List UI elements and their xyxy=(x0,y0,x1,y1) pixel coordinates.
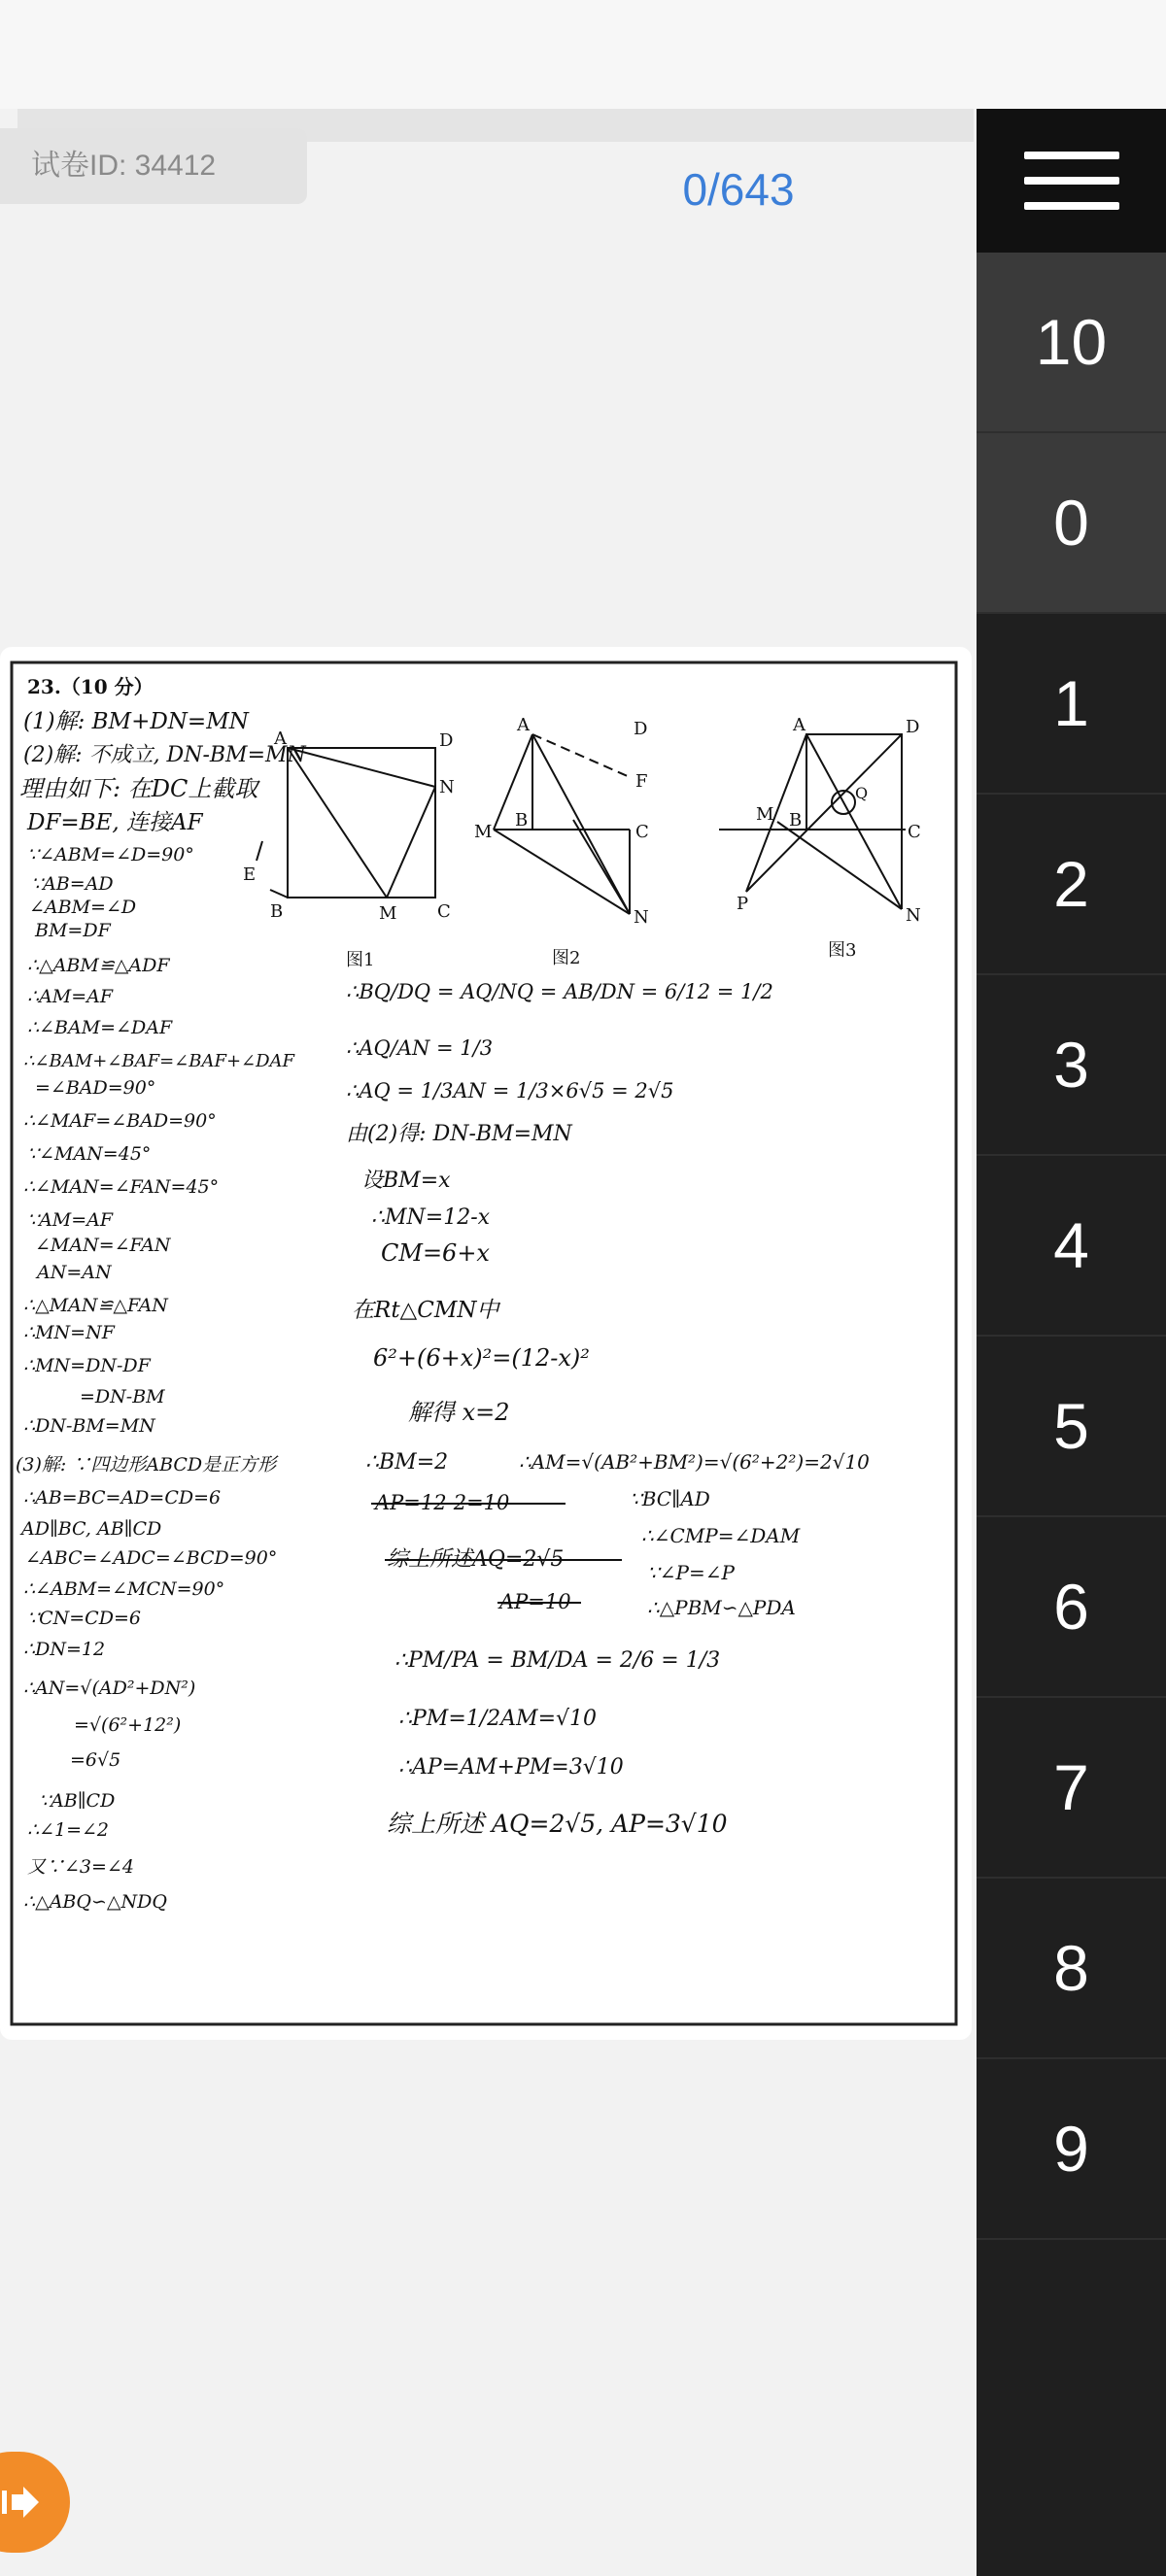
left-line: ∴∠BAM=∠DAF xyxy=(27,1017,173,1038)
fig3-point-d: D xyxy=(906,717,920,737)
struck-line: AP=10 xyxy=(499,1590,571,1613)
right-line: ∴PM/PA = BM/DA = 2/6 = 1/3 xyxy=(394,1648,721,1673)
struck-line: 综上所述AQ=2√5 xyxy=(387,1547,565,1572)
left-line: ∵AM=AF xyxy=(27,1209,114,1231)
left-line: ∵∠ABM=∠D=90° xyxy=(27,844,194,865)
question-number: 23.（10 分） xyxy=(27,675,154,698)
right-line: ∴△PBM∽△PDA xyxy=(647,1596,796,1619)
left-line: =DN-BM xyxy=(80,1386,165,1407)
figure-3-label: 图3 xyxy=(828,940,857,961)
left-line: 又∵∠3=∠4 xyxy=(27,1856,134,1878)
fig1-point-n: N xyxy=(439,777,455,797)
right-line: ∴AP=AM+PM=3√10 xyxy=(398,1755,624,1779)
fig3-point-c: C xyxy=(908,822,921,842)
fig3-point-b: B xyxy=(789,810,803,830)
fig2-point-f: F xyxy=(635,771,648,792)
left-line: ∠ABC=∠ADC=∠BCD=90° xyxy=(25,1547,278,1569)
left-line: ∠MAN=∠FAN xyxy=(35,1235,171,1256)
score-button-8[interactable]: 8 xyxy=(977,1879,1166,2059)
left-line: ∴AN=√(AD²+DN²) xyxy=(23,1678,196,1699)
right-line: ∴BM=2 xyxy=(365,1450,449,1474)
left-line: ∴∠MAN=∠FAN=45° xyxy=(23,1176,220,1198)
score-button-5[interactable]: 5 xyxy=(977,1337,1166,1517)
right-line: 6²+(6+x)²=(12-x)² xyxy=(373,1344,590,1372)
fig3-point-q: Q xyxy=(855,784,869,802)
score-button-0[interactable]: 0 xyxy=(977,433,1166,614)
score-button-1[interactable]: 1 xyxy=(977,614,1166,795)
figure-1 xyxy=(257,748,435,898)
left-line: 理由如下: 在DC上截取 xyxy=(19,775,258,802)
right-line: 在Rt△CMN中 xyxy=(352,1298,499,1323)
left-line: ∵AB∥CD xyxy=(39,1790,116,1812)
figure-3 xyxy=(719,734,906,909)
left-line: =6√5 xyxy=(70,1749,121,1771)
figure-2 xyxy=(494,734,630,914)
menu-button[interactable] xyxy=(977,109,1166,253)
fig3-point-a: A xyxy=(793,715,806,735)
score-button-6[interactable]: 6 xyxy=(977,1517,1166,1698)
left-line: ∵AB=AD xyxy=(31,873,114,895)
score-sidebar xyxy=(977,109,1166,2576)
left-line: AN=AN xyxy=(37,1262,112,1283)
right-line: ∵BC∥AD xyxy=(630,1487,710,1510)
fig1-point-d: D xyxy=(439,730,454,751)
left-line: ∴△MAN≌△FAN xyxy=(23,1295,168,1316)
right-line: ∴PM=1/2AM=√10 xyxy=(398,1707,598,1731)
score-button-9[interactable]: 9 xyxy=(977,2059,1166,2240)
right-line: 由(2)得: DN-BM=MN xyxy=(346,1122,572,1146)
fig2-point-n: N xyxy=(634,907,649,928)
left-line: ∴∠1=∠2 xyxy=(27,1819,110,1841)
fig2-point-c: C xyxy=(635,822,649,842)
next-button[interactable] xyxy=(0,2452,70,2553)
score-button-2[interactable]: 2 xyxy=(977,795,1166,975)
score-button-3[interactable]: 3 xyxy=(977,975,1166,1156)
left-line: ∴AM=AF xyxy=(27,986,114,1007)
left-line: (1)解: BM+DN=MN xyxy=(23,709,249,734)
fig3-point-p: P xyxy=(737,894,749,914)
left-line: (3)解: ∵四边形ABCD是正方形 xyxy=(16,1454,277,1475)
answer-sheet-image xyxy=(0,647,972,2040)
paper-id-badge: 试卷ID: 34412 xyxy=(0,128,307,204)
left-line: =√(6²+12²) xyxy=(74,1714,182,1736)
right-line: 设BM=x xyxy=(361,1169,451,1193)
left-line: ∴DN-BM=MN xyxy=(23,1415,155,1437)
left-line: =∠BAD=90° xyxy=(35,1077,156,1099)
left-line: ∴∠BAM+∠BAF=∠BAF+∠DAF xyxy=(23,1051,295,1071)
right-line: 解得 x=2 xyxy=(408,1399,510,1426)
fig2-point-d: D xyxy=(634,719,648,739)
left-line: BM=DF xyxy=(35,920,111,941)
right-line: ∴AQ/AN = 1/3 xyxy=(346,1036,494,1060)
right-line: 综上所述 AQ=2√5, AP=3√10 xyxy=(387,1810,728,1838)
grading-progress: 0/643 xyxy=(682,164,795,215)
fig2-point-a: A xyxy=(517,715,530,735)
figure-1-label: 图1 xyxy=(346,950,375,970)
right-line: CM=6+x xyxy=(381,1239,490,1267)
fig1-point-e: E xyxy=(243,864,257,885)
fig2-point-b: B xyxy=(515,810,529,830)
arrow-right-icon xyxy=(2,2485,41,2520)
fig1-point-m: M xyxy=(379,903,397,924)
hamburger-menu-icon xyxy=(1024,143,1119,219)
right-line: ∴MN=12-x xyxy=(371,1205,491,1230)
left-line: ∴MN=DN-DF xyxy=(23,1355,151,1376)
struck-line: AP=12-2=10 xyxy=(375,1491,510,1514)
left-line: ∴∠ABM=∠MCN=90° xyxy=(23,1578,225,1600)
left-line: ∴△ABM≌△ADF xyxy=(27,955,170,976)
right-line: ∴AQ = 1/3AN = 1/3×6√5 = 2√5 xyxy=(346,1079,674,1102)
right-line: ∴∠CMP=∠DAM xyxy=(641,1524,801,1547)
left-line: (2)解: 不成立, DN-BM=MN xyxy=(23,743,306,767)
fig1-point-c: C xyxy=(437,901,451,922)
fig1-point-a: A xyxy=(274,729,287,749)
left-line: ∴DN=12 xyxy=(23,1639,106,1660)
right-line: ∴BQ/DQ = AQ/NQ = AB/DN = 6/12 = 1/2 xyxy=(346,980,773,1003)
fig3-point-n: N xyxy=(906,905,921,926)
fig3-point-m: M xyxy=(756,804,774,825)
score-button-10[interactable]: 10 xyxy=(977,253,1166,433)
left-line: ∵∠MAN=45° xyxy=(27,1143,152,1165)
right-solution-column xyxy=(346,980,870,1838)
left-line: DF=BE, 连接AF xyxy=(27,810,203,835)
fig1-point-b: B xyxy=(270,901,284,922)
right-line: ∵∠P=∠P xyxy=(647,1561,735,1584)
answer-sheet xyxy=(0,647,972,2040)
left-solution-column xyxy=(16,709,307,1913)
left-line: ∴∠MAF=∠BAD=90° xyxy=(23,1110,217,1132)
score-button-4[interactable]: 4 xyxy=(977,1156,1166,1337)
left-line: ∠ABM=∠D xyxy=(29,897,137,918)
left-line: ∴△ABQ∽△NDQ xyxy=(23,1891,167,1913)
left-line: ∵CN=CD=6 xyxy=(27,1608,141,1629)
right-line: ∴AM=√(AB²+BM²)=√(6²+2²)=2√10 xyxy=(519,1450,870,1474)
score-button-7[interactable]: 7 xyxy=(977,1698,1166,1879)
left-line: ∴MN=NF xyxy=(23,1322,115,1343)
left-line: ∴AB=BC=AD=CD=6 xyxy=(23,1487,222,1508)
top-bar xyxy=(0,0,1166,109)
left-line: AD∥BC, AB∥CD xyxy=(21,1518,162,1540)
fig2-point-m: M xyxy=(474,822,493,842)
figure-2-label: 图2 xyxy=(552,948,581,968)
